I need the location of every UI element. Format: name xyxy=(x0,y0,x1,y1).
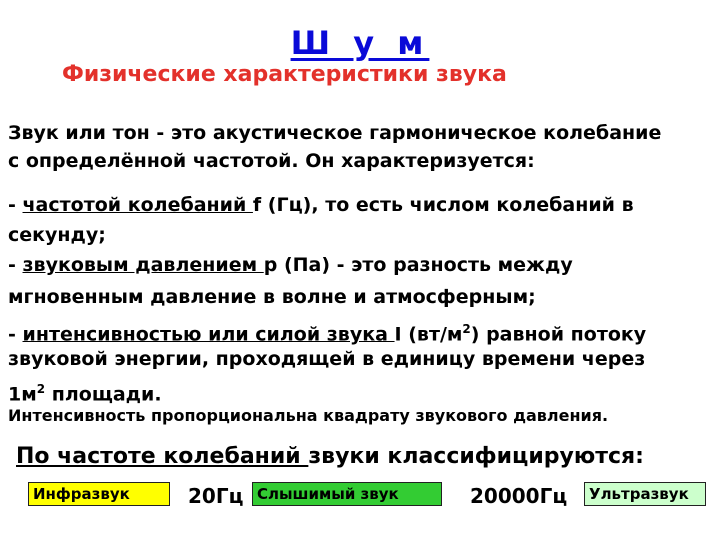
item-pressure-text: p (Па) - это разность между xyxy=(263,254,573,276)
ultrasound-box: Ультразвук xyxy=(584,482,706,506)
item-intensity-text-b: ) равной потоку xyxy=(470,323,647,346)
term-intensity: интенсивностью или силой звука xyxy=(22,323,395,346)
term-pressure: звуковым давлением xyxy=(22,254,264,276)
classify-text: звуки классифицируются: xyxy=(308,444,644,469)
item-intensity-line-2: звуковой энергии, проходящей в единицу времени через xyxy=(8,348,646,370)
intro-line-2: с определённой частотой. Он характеризуется: xyxy=(8,150,535,172)
threshold-20hz: 20Гц xyxy=(188,484,244,508)
item-dash: - xyxy=(8,323,23,346)
item-pressure-line-2: мгновенным давление в волне и атмосферным; xyxy=(8,286,536,308)
item-intensity-text-a: I (вт/м xyxy=(394,323,463,346)
item-pressure xyxy=(8,250,573,280)
item-dash: - xyxy=(8,194,23,216)
subtitle: Физические характеристики звука xyxy=(62,62,507,87)
note: Интенсивность пропорциональна квадрату звукового давления. xyxy=(8,406,609,425)
superscript: 2 xyxy=(36,382,46,396)
infrasound-box: Инфразвук xyxy=(28,482,170,506)
item-frequency xyxy=(8,190,634,220)
term-frequency: частотой колебаний xyxy=(22,194,253,216)
classify-term: По частоте колебаний xyxy=(16,444,309,469)
item-frequency-text: f (Гц), то есть числом колебаний в xyxy=(252,194,634,216)
superscript: 2 xyxy=(462,322,471,336)
threshold-20000hz: 20000Гц xyxy=(470,484,568,508)
classify-heading xyxy=(16,444,644,469)
item-frequency-line-2: секунду; xyxy=(8,224,106,246)
audible-sound-box: Слышимый звук xyxy=(252,482,442,506)
item-dash: - xyxy=(8,254,23,276)
item-intensity-line-3: $1м^2$ площади. xyxy=(8,382,162,406)
intro-line-1: Звук или тон - это акустическое гармоническое колебание xyxy=(8,122,662,144)
page-title: Ш у м xyxy=(290,24,430,62)
